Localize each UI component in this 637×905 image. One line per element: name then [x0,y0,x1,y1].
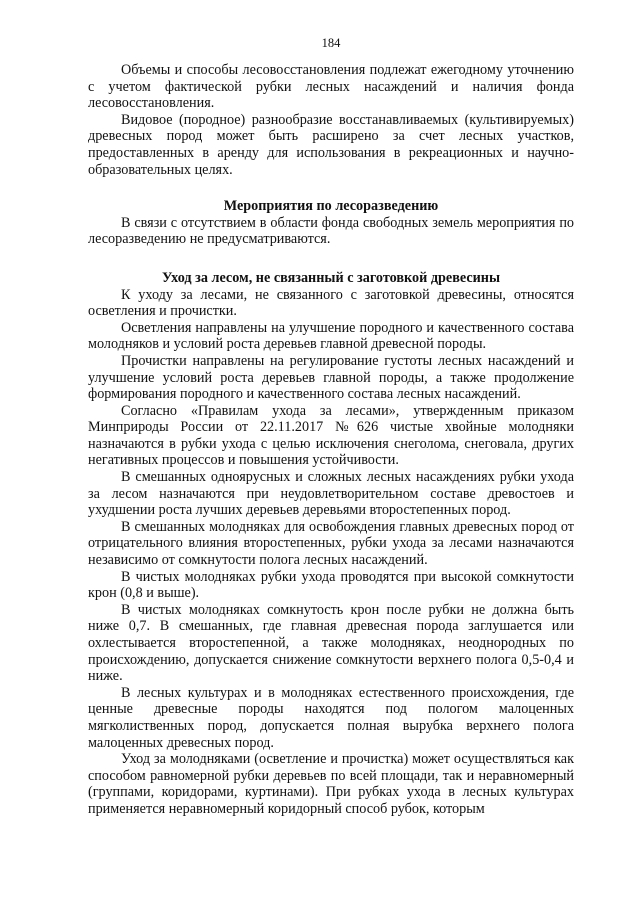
section-heading: Уход за лесом, не связанный с заготовкой древесины [161,269,501,286]
paragraph: Согласно «Правилам ухода за лесами», утвержденным приказом Минприроды России от 22.11.2017 №626 чистые хвойные молодняки назначаются в рубки ухода с целью исключения снеголома, снеговала, других негативных процессов и повышения устойчивости. [88,402,574,469]
page-number: 184 [321,36,341,50]
paragraph: К уходу за лесами, не связанного с заготовкой древесины, относятся осветления и прочистки. [88,286,574,320]
paragraph: Объемы и способы лесовосстановления подлежат ежегодному уточнению с учетом фактической рубки лесных насаждений и наличия фонда лесовосстановления. [88,62,574,112]
paragraph: В лесных культурах и в молодняках естественного происхождения, где ценные древесные породы находятся под пологом малоценных мягколиственных пород, допускается полная вырубка верхнего полога малоценных древесных пород. [88,684,574,751]
paragraph: В чистых молодняках сомкнутость крон после рубки не должна быть ниже 0,7. В смешанных, где главная древесная порода заглушается или охлестывается второстепенной, а также молодняках, неоднородных по происхождению, допускается снижение сомкнутости верхнего полога 0,5-0,4 и ниже. [88,601,574,685]
paragraph: В смешанных молодняках для освобождения главных древесных пород от отрицательного влияния второстепенных, рубки ухода за лесами назначаются независимо от сомкнутости полога лесных насаждений. [88,518,574,569]
paragraph: Видовое (породное) разнообразие восстанавливаемых (культивируемых) древесных пород может быть расширено за счет лесных участков, предоставленных в аренду для использования в рекреационных и научно-образовательных целях. [88,111,574,178]
paragraph: Уход за молодняками (осветление и прочистка) может осуществляться как способом равномерной рубки деревьев по всей площади, так и неравномерный (группами, коридорами, куртинами). При рубках ухода в лесных культурах применяется неравномерный коридорный способ рубок, которым [88,751,574,817]
paragraph: В чистых молодняках рубки ухода проводятся при высокой сомкнутости крон (0,8 и выше). [88,568,574,602]
paragraph: Прочистки направлены на регулирование густоты лесных насаждений и улучшение условий роста деревьев главной породы, а также продолжение формирования породного и качественного состава лесных насаждений. [88,352,574,403]
section-heading: Мероприятия по лесоразведению [223,198,439,215]
document-page [88,36,574,818]
paragraph: Осветления направлены на улучшение породного и качественного состава молодняков и условий роста деревьев главной древесной породы. [88,319,574,353]
paragraph: В связи с отсутствием в области фонда свободных земель мероприятия по лесоразведению не предусматриваются. [88,214,574,248]
paragraph: В смешанных одноярусных и сложных лесных насаждениях рубки ухода за лесом назначаются при неудовлетворительном составе древостоев и ухудшении роста лучших деревьев деревьями второстепенных пород. [88,469,574,519]
